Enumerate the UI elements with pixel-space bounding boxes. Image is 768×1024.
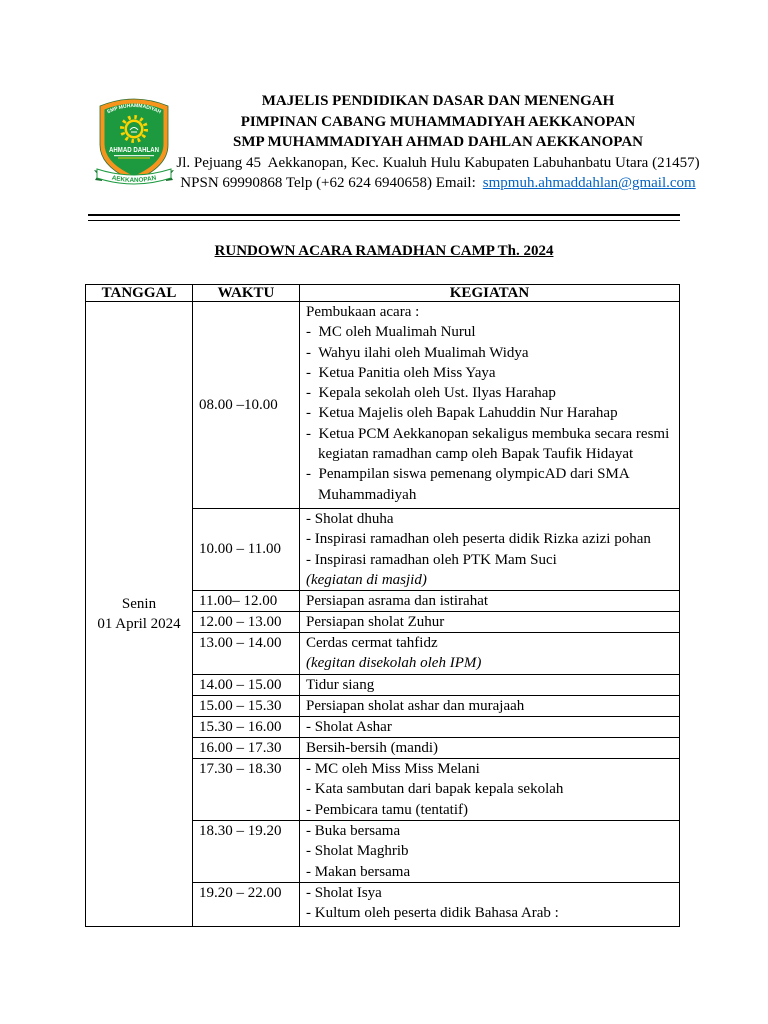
letterhead [168,91,708,194]
activity-line: - Sholat Maghrib [306,843,409,860]
activity-line: Muhammadiyah [318,486,417,503]
contact-text: NPSN 69990868 Telp (+62 624 6940658) Email: [180,175,476,192]
activity-note: (kegitan disekolah oleh IPM) [306,655,482,672]
date-label: 01 April 2024 [97,616,181,633]
letterhead-line-1: MAJELIS PENDIDIKAN DASAR DAN MENENGAH [261,93,615,109]
time-cell: 15.30 – 16.00 [193,717,300,738]
time-cell: 17.30 – 18.30 [193,759,300,821]
document-title: RUNDOWN ACARA RAMADHAN CAMP Th. 2024 [214,243,554,259]
activity-line: Persiapan asrama dan istirahat [306,593,489,610]
activity-line: - Sholat dhuha [306,511,394,527]
activity-line: - Makan bersama [306,863,411,880]
time-cell: 14.00 – 15.00 [193,675,300,696]
activity-line: - Ketua PCM Aekkanopan sekaligus membuka secara resmi [306,425,670,442]
activity-line: - Sholat Isya [306,885,382,902]
activity-cell [300,759,680,821]
date-cell [86,302,193,927]
time-cell: 19.20 – 22.00 [193,883,300,927]
table-header-row [86,285,680,302]
table-body [86,302,680,927]
school-logo [92,93,176,189]
time-cell: 11.00– 12.00 [193,591,300,612]
header-waktu: WAKTU [193,285,300,302]
activity-line: - Ketua Panitia oleh Miss Yaya [306,364,496,381]
header-kegiatan: KEGIATAN [300,285,680,302]
activity-cell [300,675,680,696]
letterhead-line-3: SMP MUHAMMADIYAH AHMAD DAHLAN AEKKANOPAN [233,134,643,151]
activity-cell [300,883,680,927]
activity-line: Tidur siang [306,677,375,694]
activity-line: - MC oleh Miss Miss Melani [306,761,480,778]
activity-line: - Kata sambutan dari bapak kepala sekolah [306,781,564,798]
address-line: Jl. Pejuang 45 Aekkanopan, Kec. Kualuh Hulu Kabupaten Labuhanbatu Utara (21457) [176,154,700,171]
rundown-table [85,284,680,927]
activity-cell [300,696,680,717]
activity-cell [300,821,680,883]
time-cell: 16.00 – 17.30 [193,738,300,759]
letterhead-line-2: PIMPINAN CABANG MUHAMMADIYAH AEKKANOPAN [240,113,636,130]
time-cell: 10.00 – 11.00 [193,509,300,591]
header-tanggal: TANGGAL [86,285,193,302]
activity-cell [300,591,680,612]
activity-line: - Wahyu ilahi oleh Mualimah Widya [306,344,529,361]
activity-cell [300,717,680,738]
contact-line [168,173,708,194]
activity-line: Persiapan sholat Zuhur [306,614,445,631]
activity-line: kegiatan ramadhan camp oleh Bapak Taufik Hidayat [318,446,634,463]
activity-line: - Penampilan siswa pemenang olympicAD dari SMA [306,466,630,483]
activity-line: - Sholat Ashar [306,719,392,736]
logo-ribbon-text-path: AEKKANOPAN [111,174,157,185]
logo-arc-text-path: SMP MUHAMMADIYAH [106,102,162,116]
activity-line: - Buka bersama [306,823,401,840]
activity-line: - Kultum oleh peserta didik Bahasa Arab : [306,905,559,922]
activity-line: - MC oleh Mualimah Nurul [306,324,476,341]
logo-school-name: AHMAD DAHLAN [109,145,159,154]
activity-line: Cerdas cermat tahfidz [306,635,438,652]
activity-note: (kegiatan di masjid) [306,571,427,588]
activity-line: - Pembicara tamu (tentatif) [306,801,469,818]
activity-line: Persiapan sholat ashar dan murajaah [306,698,525,715]
activity-cell [300,612,680,633]
activity-cell [300,738,680,759]
time-cell: 12.00 – 13.00 [193,612,300,633]
activity-cell [300,302,680,509]
letterhead-divider [88,214,680,221]
activity-cell [300,633,680,675]
table-head [86,285,680,302]
time-cell: 13.00 – 14.00 [193,633,300,675]
time-cell: 15.00 – 15.30 [193,696,300,717]
time-cell: 18.30 – 19.20 [193,821,300,883]
time-cell: 08.00 –10.00 [193,302,300,509]
day-label: Senin [121,595,157,612]
activity-line: Bersih-bersih (mandi) [306,740,439,757]
logo-motto-line [114,155,154,156]
activity-line: Pembukaan acara : [306,304,420,320]
table-row [86,302,680,509]
activity-line: - Inspirasi ramadhan oleh PTK Mam Suci [306,551,557,568]
logo-motto-line-2 [118,158,150,159]
email-link[interactable]: smpmuh.ahmaddahlan@gmail.com [482,175,696,192]
activity-line: - Kepala sekolah oleh Ust. Ilyas Harahap [306,385,556,402]
activity-cell [300,509,680,591]
activity-line: - Ketua Majelis oleh Bapak Lahuddin Nur Harahap [306,405,618,422]
activity-line: - Inspirasi ramadhan oleh peserta didik Rizka azizi pohan [306,531,651,548]
